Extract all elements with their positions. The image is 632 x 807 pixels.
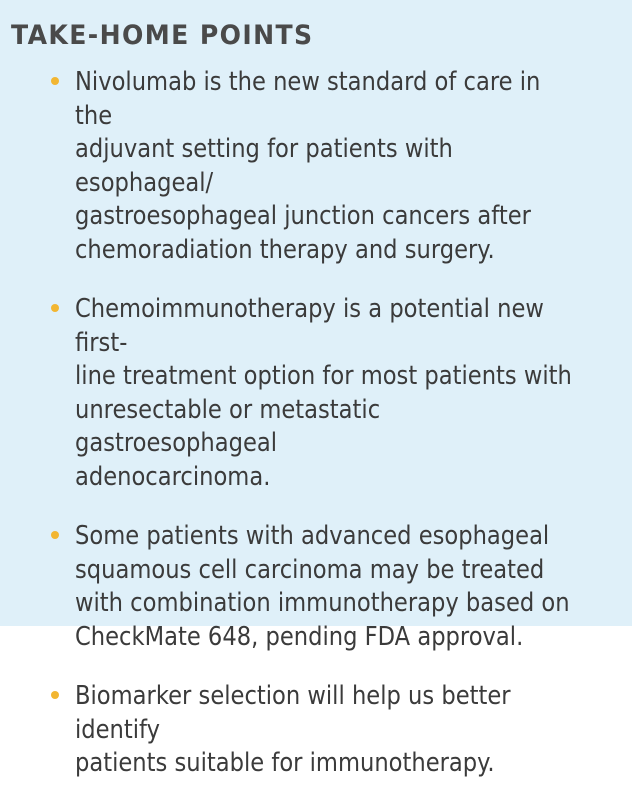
point-text-line: Biomarker selection will help us better identify xyxy=(75,681,511,745)
point-text-line: adenocarcinoma. xyxy=(75,461,271,492)
point-text-line: CheckMate 648, pending FDA approval. xyxy=(75,621,524,652)
take-home-point xyxy=(0,680,632,781)
point-text-line: chemoradiation therapy and surgery. xyxy=(75,234,495,265)
point-text xyxy=(75,293,584,494)
point-text xyxy=(75,66,584,267)
point-text xyxy=(75,520,584,654)
point-text-line: patients suitable for immunotherapy. xyxy=(75,748,495,778)
point-text-line: squamous cell carcinoma may be treated xyxy=(75,554,545,585)
point-text-line: Some patients with advanced esophageal xyxy=(75,521,550,551)
point-text-line: adjuvant setting for patients with esophageal/ xyxy=(75,134,453,198)
point-text-line: with combination immunotherapy based on xyxy=(75,588,570,618)
bullet-icon xyxy=(51,304,59,312)
bullet-icon xyxy=(51,691,59,699)
point-text xyxy=(75,680,584,781)
take-home-point xyxy=(0,293,632,494)
take-home-point xyxy=(0,66,632,267)
point-text-line: Nivolumab is the new standard of care in the xyxy=(75,67,541,131)
take-home-point xyxy=(0,520,632,654)
point-text-line: line treatment option for most patients with xyxy=(75,361,572,391)
point-text-line: unresectable or metastatic gastroesophageal xyxy=(75,394,381,458)
take-home-points-list xyxy=(0,66,632,807)
point-text-line: gastroesophageal junction cancers after xyxy=(75,201,531,231)
bullet-icon xyxy=(51,77,59,85)
panel-heading: TAKE-HOME POINTS xyxy=(11,20,314,51)
bullet-icon xyxy=(51,531,59,539)
point-text-line: Chemoimmunotherapy is a potential new first- xyxy=(75,294,544,358)
